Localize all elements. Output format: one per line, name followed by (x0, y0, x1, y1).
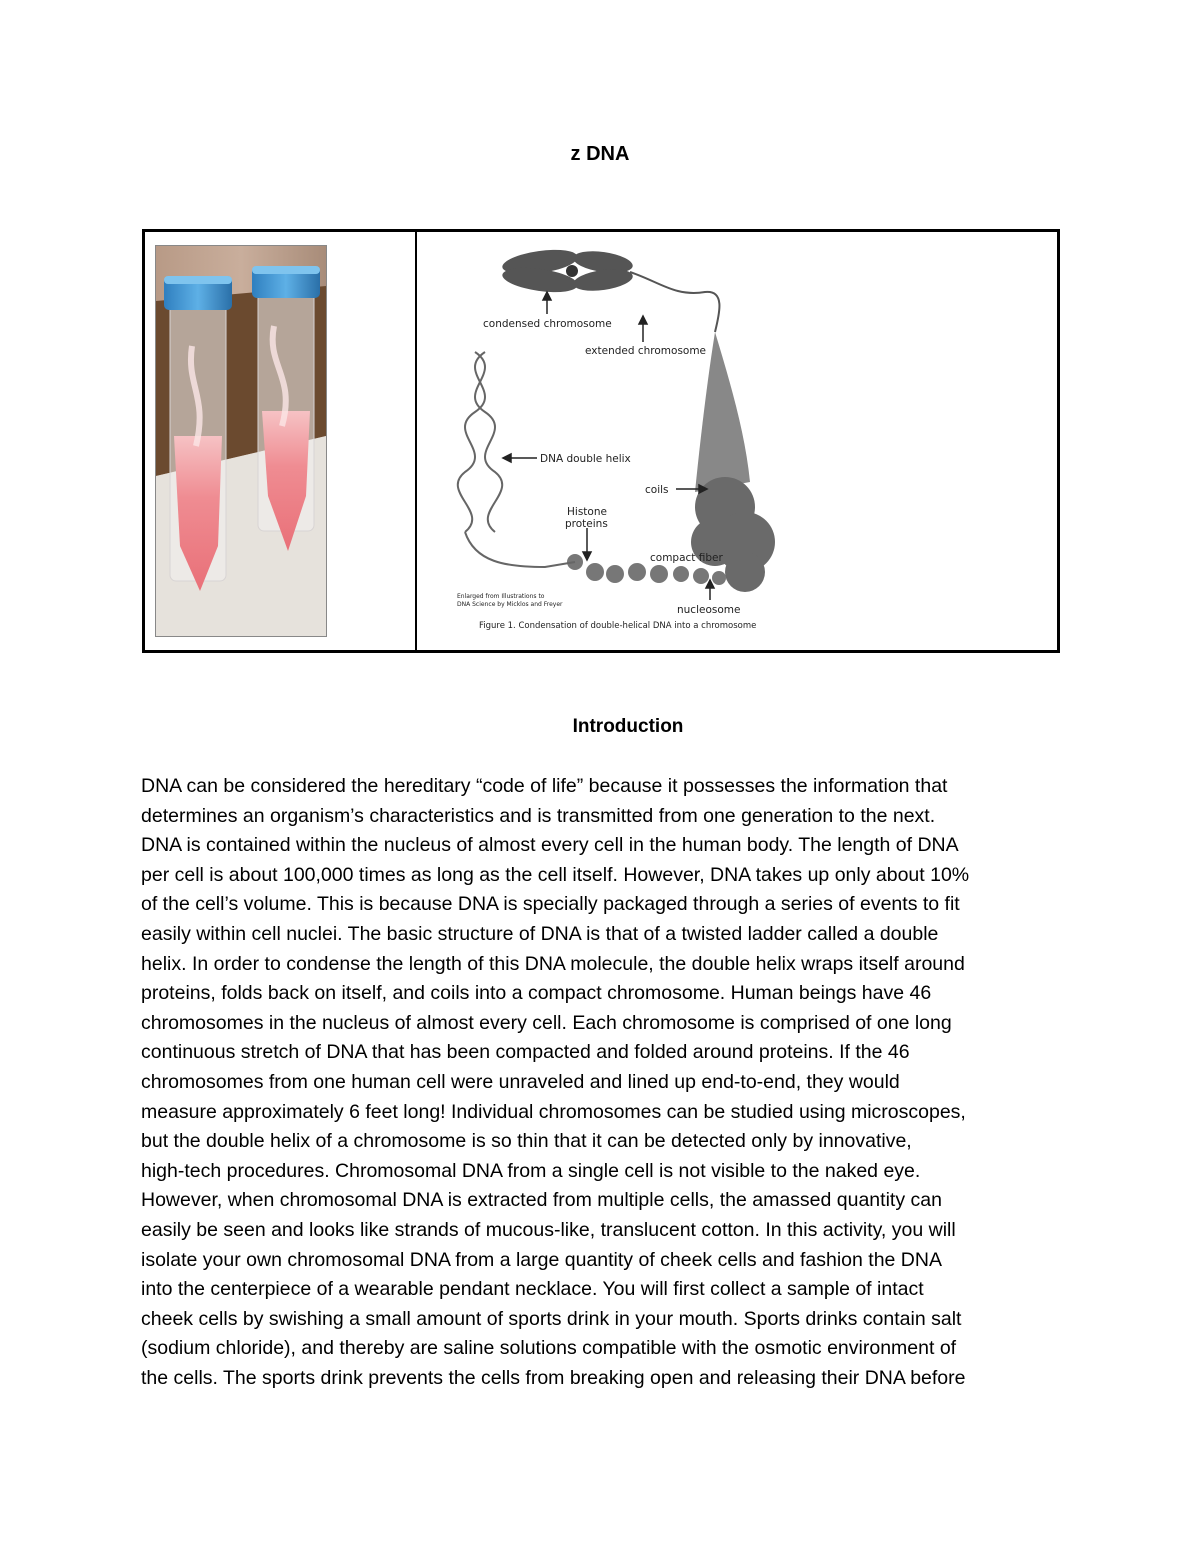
intro-line: per cell is about 100,000 times as long as the cell itself. However, DNA takes up only about 10% (141, 863, 970, 886)
label-extended-chromosome: extended chromosome (585, 345, 707, 357)
figure-credit-line2: DNA Science by Micklos and Freyer (457, 601, 563, 608)
introduction-paragraph (141, 772, 1063, 1393)
test-tubes-photo (155, 245, 327, 637)
condensed-chromosome-shape (501, 246, 634, 296)
label-condensed-chromosome: condensed chromosome (483, 318, 612, 330)
intro-line: chromosomes in the nucleus of almost every cell. Each chromosome is comprised of one long (141, 1011, 952, 1034)
intro-line: isolate your own chromosomal DNA from a large quantity of cheek cells and fashion the DNA (141, 1248, 942, 1271)
intro-line: easily be seen and looks like strands of mucous-like, translucent cotton. In this activity, you will (141, 1218, 956, 1241)
intro-line: helix. In order to condense the length of this DNA molecule, the double helix wraps itself around (141, 952, 965, 975)
intro-line: high-tech procedures. Chromosomal DNA from a single cell is not visible to the naked eye. (141, 1159, 921, 1182)
intro-line: the cells. The sports drink prevents the cells from breaking open and releasing their DNA before (141, 1366, 966, 1389)
label-nucleosome: nucleosome (677, 604, 741, 616)
intro-line: measure approximately 6 feet long! Individual chromosomes can be studied using microscopes, (141, 1100, 966, 1123)
intro-line: easily within cell nuclei. The basic structure of DNA is that of a twisted ladder called a double (141, 922, 939, 945)
intro-line: DNA is contained within the nucleus of almost every cell in the human body. The length of DNA (141, 834, 959, 857)
intro-line: DNA can be considered the hereditary “code of life” because it possesses the information that (141, 775, 948, 797)
label-coils: coils (645, 484, 669, 496)
label-histone-line2: proteins (565, 518, 608, 530)
intro-line: proteins, folds back on itself, and coils into a compact chromosome. Human beings have 46 (141, 982, 932, 1005)
left-tube (164, 276, 232, 591)
figure-credit-line1: Enlarged from Illustrations to (457, 593, 545, 600)
intro-line: (sodium chloride), and thereby are saline solutions compatible with the osmotic environment of (141, 1337, 957, 1360)
intro-line: but the double helix of a chromosome is so thin that it can be detected only by innovative, (141, 1130, 912, 1153)
figure-caption: Figure 1. Condensation of double-helical DNA into a chromosome (479, 621, 757, 631)
introduction-heading: Introduction (572, 716, 684, 737)
label-compact-fiber: compact fiber (650, 552, 723, 564)
intro-line: cheek cells by swishing a small amount of sports drink in your mouth. Sports drinks contain salt (141, 1307, 962, 1330)
intro-line: of the cell’s volume. This is because DNA is specially packaged through a series of events to fit (141, 893, 960, 916)
intro-line: into the centerpiece of a wearable pendant necklace. You will first collect a sample of intact (141, 1278, 924, 1301)
label-dna-double-helix: DNA double helix (540, 453, 631, 465)
intro-line: However, when chromosomal DNA is extracted from multiple cells, the amassed quantity can (141, 1189, 942, 1212)
intro-line: chromosomes from one human cell were unraveled and lined up end-to-end, they would (141, 1070, 900, 1093)
intro-line: continuous stretch of DNA that has been compacted and folded around proteins. If the 46 (141, 1041, 910, 1064)
document-title: z DNA (570, 143, 630, 165)
figure-table (142, 229, 1060, 653)
table-divider (415, 232, 417, 650)
right-tube (252, 266, 320, 551)
label-histone-line1: Histone (567, 506, 607, 518)
chromosome-diagram (445, 242, 785, 642)
intro-line: determines an organism’s characteristics and is transmitted from one generation to the next. (141, 804, 936, 827)
